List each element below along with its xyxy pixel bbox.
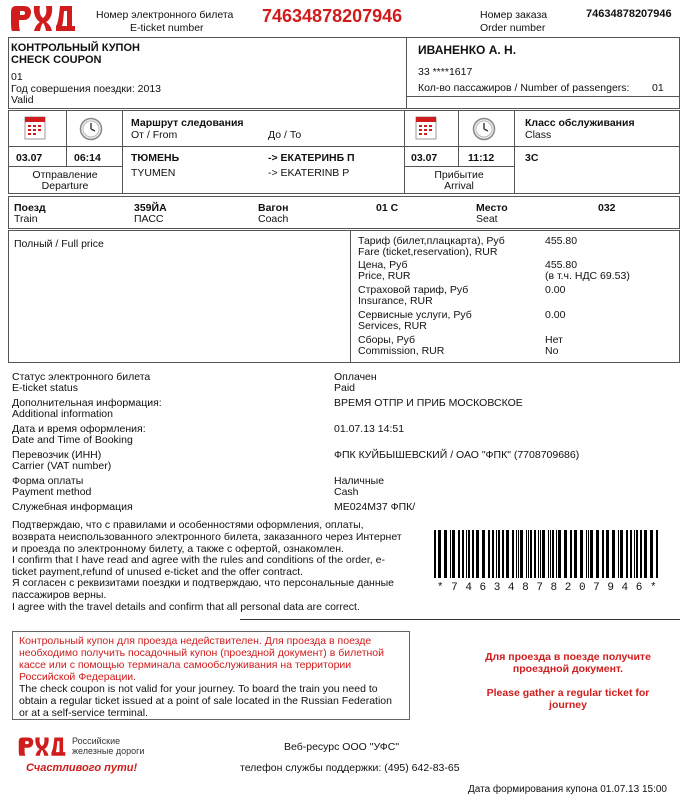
- info-row-label-en: Carrier (VAT number): [12, 460, 112, 472]
- seat-label-ru: Место: [476, 202, 508, 214]
- route-title: Маршрут следования: [131, 117, 244, 129]
- order-number: 74634878207946: [586, 8, 672, 20]
- info-row: [12, 475, 682, 499]
- barcode-bar: [588, 530, 589, 578]
- fare-row-value-extra: No: [545, 345, 559, 357]
- fare-row-label-ru: Тариф (билет,плацкарта), Руб: [358, 235, 505, 247]
- rzd-logo-icon: [10, 4, 76, 34]
- coach-label-en: Coach: [258, 213, 289, 225]
- coupon-title-en: CHECK COUPON: [11, 54, 102, 66]
- info-row-value: 01.07.13 14:51: [334, 423, 405, 435]
- coupon-title-ru: КОНТРОЛЬНЫЙ КУПОН: [11, 42, 140, 54]
- barcode-bar: [630, 530, 632, 578]
- barcode-bar: [466, 530, 467, 578]
- to-station-ru: -> ЕКАТЕРИНБ П: [268, 152, 355, 164]
- barcode-bar: [574, 530, 577, 578]
- barcode-bar: [656, 530, 658, 578]
- barcode-bar: [468, 530, 470, 578]
- to-station-en: -> EKATERINB P: [268, 167, 350, 179]
- fare-row-value: 455.80: [545, 259, 578, 271]
- barcode-bar: [626, 530, 628, 578]
- barcode-bar: [506, 530, 509, 578]
- barcode-bar: [650, 530, 653, 578]
- info-row-value-extra: Cash: [334, 486, 359, 498]
- departure-label-en: Departure: [41, 180, 89, 192]
- seat-label-en: Seat: [476, 213, 498, 225]
- fare-row-value-extra: (в т.ч. НДС 69.53): [545, 270, 630, 282]
- footer-date: Дата формирования купона 01.07.13 15:00: [468, 784, 667, 795]
- rzd-logo-icon: [18, 736, 66, 758]
- coupon-code: 01: [11, 71, 23, 83]
- departure-time: 06:14: [74, 152, 101, 164]
- agreement-text-ru: Подтверждаю, что с правилами и особенностями оформления, оплаты, возврата неиспользованного электронного билета, заказанного через Интернет и проезда по электронному билету, а также с офертой, ознакомлен.: [12, 519, 402, 555]
- fare-row: [358, 309, 678, 333]
- info-row: [12, 371, 682, 395]
- clock-icon: [79, 117, 103, 144]
- info-row: [12, 449, 682, 473]
- fare-row-value: 0.00: [545, 309, 566, 321]
- train-label-ru: Поезд: [14, 202, 46, 214]
- fare-row-value: 0.00: [545, 284, 566, 296]
- class-label: Class: [525, 129, 552, 141]
- coach-value: 01 С: [376, 202, 399, 214]
- info-row-value: МЕ024М37 ФПК/: [334, 501, 416, 513]
- info-row-label-en: E-ticket status: [12, 382, 78, 394]
- separator: [240, 619, 680, 620]
- train-value: 359ЙА: [134, 202, 167, 214]
- barcode-bar: [526, 530, 527, 578]
- barcode-bar: [570, 530, 572, 578]
- arrival-label-en: Arrival: [444, 180, 474, 192]
- footer-logo: [18, 734, 168, 778]
- train-box: [8, 196, 680, 229]
- footer-slogan: Счастливого пути!: [26, 762, 138, 774]
- barcode-bar: [530, 530, 532, 578]
- info-row-value-extra: Paid: [334, 382, 356, 394]
- barcode-bar: [590, 530, 593, 578]
- fare-type: Полный / Full price: [14, 238, 104, 250]
- info-row: [12, 501, 682, 514]
- barcode: [432, 530, 662, 578]
- info-row: [12, 397, 682, 421]
- notice-text-en: The check coupon is not valid for your journey. To board the train you need to obtain a regular ticket issued at a point of sale located in the Russian Federation or at a self-service terminal.: [19, 683, 392, 719]
- info-row-label-ru: Статус электронного билета: [12, 371, 151, 383]
- class-value: 3С: [525, 152, 539, 164]
- barcode-bar: [620, 530, 623, 578]
- barcode-bar: [450, 530, 451, 578]
- class-title: Класс обслуживания: [525, 117, 635, 129]
- fare-row-label-en: Insurance, RUR: [358, 295, 433, 307]
- barcode-bar: [512, 530, 514, 578]
- info-row: [12, 423, 682, 447]
- barcode-bar: [602, 530, 604, 578]
- barcode-text: * 7 4 6 3 4 8 7 8 2 0 7 9 4 6 *: [436, 582, 658, 594]
- info-row-value: Наличные: [334, 475, 385, 487]
- barcode-bar: [488, 530, 490, 578]
- barcode-bar: [520, 530, 523, 578]
- barcode-bar: [580, 530, 583, 578]
- passenger-count-label: Кол-во пассажиров / Number of passengers:: [418, 82, 630, 94]
- calendar-icon: [24, 116, 46, 143]
- coupon-year: Год совершения поездки: 2013: [11, 83, 162, 95]
- barcode-bar: [534, 530, 536, 578]
- fare-row-label-en: Services, RUR: [358, 320, 427, 332]
- train-type: ПАСС: [134, 213, 164, 225]
- barcode-bar: [498, 530, 500, 578]
- notice-side-ru: Для проезда в поезде получите проездной документ.: [485, 651, 651, 675]
- from-station-en: TYUMEN: [131, 167, 176, 179]
- barcode-bar: [444, 530, 447, 578]
- info-row-label-ru: Перевозчик (ИНН): [12, 449, 102, 461]
- barcode-bar: [542, 530, 545, 578]
- barcode-bar: [634, 530, 635, 578]
- info-row-value: Оплачен: [334, 371, 377, 383]
- barcode-bar: [606, 530, 609, 578]
- barcode-bar: [492, 530, 494, 578]
- barcode-bar: [434, 530, 436, 578]
- footer-web: Веб-ресурс ООО "УФС": [284, 741, 400, 753]
- barcode-bar: [618, 530, 619, 578]
- coach-label-ru: Вагон: [258, 202, 289, 214]
- barcode-bar: [644, 530, 647, 578]
- info-row-label-ru: Дополнительная информация:: [12, 397, 162, 409]
- barcode-bar: [538, 530, 539, 578]
- barcode-bar: [556, 530, 557, 578]
- barcode-bar: [552, 530, 554, 578]
- passenger-name: ИВАНЕНКО А. Н.: [418, 43, 517, 57]
- footer-logo-line1: Российские: [72, 736, 121, 746]
- fare-row-label-ru: Сборы, Руб: [358, 334, 416, 346]
- barcode-bar: [438, 530, 441, 578]
- barcode-bar: [452, 530, 455, 578]
- route-to-label: До / То: [268, 129, 302, 141]
- arrival-date: 03.07: [411, 152, 438, 164]
- barcode-bar: [502, 530, 504, 578]
- info-row-label-en: Payment method: [12, 486, 92, 498]
- from-station-ru: ТЮМЕНЬ: [131, 152, 180, 164]
- fare-row-label-ru: Страховой тариф, Руб: [358, 284, 469, 296]
- barcode-bar: [496, 530, 497, 578]
- ticket-number-label-ru: Номер электронного билета: [96, 9, 234, 21]
- seat-value: 032: [598, 202, 616, 214]
- barcode-bar: [636, 530, 638, 578]
- fare-row-label-ru: Сервисные услуги, Руб: [358, 309, 472, 321]
- notice-text-ru: Контрольный купон для проезда недействителен. Для проезда в поезде необходимо получить посадочный купон (проездной документ) в билетной кассе или с помощью терминала самообслуживания на территории Российской Федерации.: [19, 635, 385, 683]
- ticket-number: 74634878207946: [262, 6, 403, 26]
- barcode-bar: [458, 530, 460, 578]
- barcode-bar: [476, 530, 479, 578]
- arrival-time: 11:12: [468, 152, 495, 164]
- barcode-bar: [472, 530, 474, 578]
- barcode-bar: [482, 530, 485, 578]
- coupon-status: Valid: [11, 94, 34, 106]
- consent-text-ru: Я согласен с реквизитами поездки и подтверждаю, что персональные данные пассажиров верны.: [12, 577, 395, 601]
- barcode-bar: [558, 530, 561, 578]
- info-row-value: ВРЕМЯ ОТПР И ПРИБ МОСКОВСКОЕ: [334, 397, 523, 409]
- barcode-bar: [564, 530, 567, 578]
- barcode-bar: [462, 530, 464, 578]
- order-number-label-ru: Номер заказа: [480, 9, 548, 21]
- fare-row-label-en: Price, RUR: [358, 270, 411, 282]
- ticket-number-label-en: E-ticket number: [130, 22, 204, 34]
- route-from-label: От / From: [131, 129, 178, 141]
- barcode-bar: [612, 530, 615, 578]
- barcode-bar: [518, 530, 519, 578]
- departure-label-ru: Отправление: [32, 169, 98, 181]
- train-label-en: Train: [14, 213, 38, 225]
- barcode-bar: [540, 530, 541, 578]
- barcode-bar: [528, 530, 529, 578]
- barcode-bar: [548, 530, 549, 578]
- info-row-label-en: Additional information: [12, 408, 113, 420]
- fare-row-label-en: Fare (ticket,reservation), RUR: [358, 246, 498, 258]
- arrival-label-ru: Прибытие: [434, 169, 484, 181]
- calendar-icon: [415, 116, 437, 143]
- departure-date: 03.07: [16, 152, 43, 164]
- info-row-label-ru: Служебная информация: [12, 501, 133, 513]
- clock-icon: [472, 117, 496, 144]
- barcode-bar: [550, 530, 551, 578]
- passenger-count: 01: [652, 82, 664, 94]
- order-number-label-en: Order number: [480, 22, 546, 34]
- fare-row: [358, 334, 678, 358]
- consent-text-en: I agree with the travel details and confirm that all personal data are correct.: [12, 601, 360, 613]
- fare-row: [358, 259, 678, 283]
- barcode-bar: [586, 530, 587, 578]
- fare-row-label-ru: Цена, Руб: [358, 259, 408, 271]
- info-row-label-en: Date and Time of Booking: [12, 434, 133, 446]
- footer-logo-line2: железные дороги: [72, 746, 145, 756]
- info-row-label-ru: Дата и время оформления:: [12, 423, 146, 435]
- fare-row-value: Нет: [545, 334, 563, 346]
- footer-phone: телефон службы поддержки: (495) 642-83-65: [240, 762, 460, 774]
- agreement-text-en: I confirm that I have read and agree with the rules and conditions of the order, e-ticket payment,refund of unused e-ticket and the offer contract.: [12, 554, 385, 578]
- fare-row: [358, 284, 678, 308]
- barcode-bar: [596, 530, 599, 578]
- barcode-bar: [640, 530, 642, 578]
- notice-side-en: Please gather a regular ticket for journey: [486, 687, 650, 711]
- fare-row: [358, 235, 678, 259]
- barcode-bar: [516, 530, 517, 578]
- fare-row-value: 455.80: [545, 235, 578, 247]
- passenger-document: 33 ****1617: [418, 66, 473, 78]
- info-row-label-ru: Форма оплаты: [12, 475, 84, 487]
- fare-row-label-en: Commission, RUR: [358, 345, 445, 357]
- info-row-value: ФПК КУЙБЫШЕВСКИЙ / ОАО "ФПК" (7708709686): [334, 449, 580, 461]
